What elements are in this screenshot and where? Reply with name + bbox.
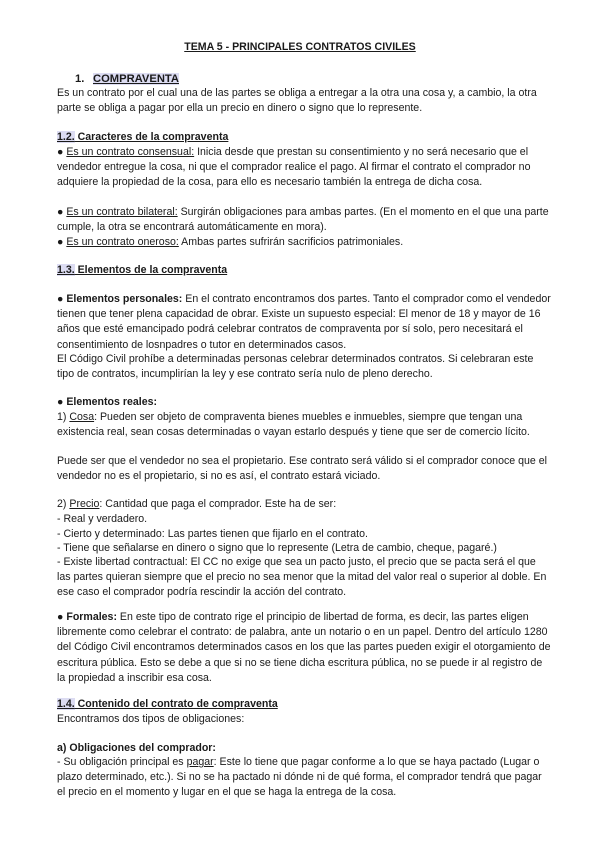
obligacion-text: : Este lo tiene que pagar conforme a lo que se haya pactado (Lugar o plazo determinado, etc.). Si no se ha pactado ni dónde ni de qué forma, el comprador tendrá que pagar el precio en el momento y lugar en el que se haga la entrega de la cosa. xyxy=(57,756,542,799)
precio-text: : Cantidad que paga el comprador. Este ha de ser: xyxy=(99,498,337,510)
section-1-heading xyxy=(57,72,551,87)
obligacion-prefix: - Su obligación principal es xyxy=(57,756,187,768)
obligaciones-comprador-heading: a) Obligaciones del comprador: xyxy=(57,742,216,754)
precio-label: Precio xyxy=(69,498,100,510)
cosa-text-2: Puede ser que el vendedor no sea el propietario. Ese contrato será válido si el comprador conoce que el vendedor no es el propietario, si no es así, el contrato estará viciado. xyxy=(57,455,547,483)
section-1-4-heading xyxy=(57,697,551,712)
section-1-3-title: Elementos de la compraventa xyxy=(74,264,228,276)
elementos-formales xyxy=(57,610,551,686)
section-1-4-number: 1.4. xyxy=(57,698,75,710)
formales-text: En este tipo de contrato rige el principio de libertad de forma, es decir, las partes eligen libremente como celebrar el contrato: de palabra, ante un notario o en un papel. Dentro del artículo 1280 del Código Civil encontramos determinados casos en los que las partes pueden exigir el otorgamiento de escritura pública. Esto se debe a que si no se tiene dicha escritura pública, no se puede ir al registro de la propiedad a inscribir esa cosa. xyxy=(57,611,551,684)
precio-item: - Tiene que señalarse en dinero o signo que lo represente (Letra de cambio, cheque, pagaré.) xyxy=(57,542,497,554)
elemento-precio xyxy=(57,497,551,512)
document-title: TEMA 5 - PRINCIPALES CONTRATOS CIVILES xyxy=(184,41,416,53)
section-1-2-number: 1.2. xyxy=(57,131,75,143)
section-1-3-number: 1.3. xyxy=(57,264,75,276)
characteristic-text: Ambas partes sufrirán sacrificios patrimoniales. xyxy=(178,236,404,248)
formales-label: ● Formales: xyxy=(57,611,117,623)
section-1-2-title: Caracteres de la compraventa xyxy=(74,131,229,143)
cosa-prefix: 1) xyxy=(57,411,70,423)
characteristic-consensual xyxy=(57,145,551,191)
characteristic-label: Es un contrato oneroso: xyxy=(66,236,179,248)
precio-item: - Existe libertad contractual: El CC no exige que sea un pacto justo, el precio que se pacta será el que las partes quieran siempre que el precio no sea menor que la mitad del valor real o superior al doble. En ese caso el comprador podría rescindir la acción del contrato. xyxy=(57,556,547,599)
characteristic-label: Es un contrato bilateral: xyxy=(66,206,178,218)
characteristic-oneroso xyxy=(57,235,551,250)
section-1-4-intro: Encontramos dos tipos de obligaciones: xyxy=(57,713,245,725)
elementos-reales-label: ● Elementos reales: xyxy=(57,396,158,408)
characteristic-bilateral xyxy=(57,205,551,235)
characteristic-label: Es un contrato consensual: xyxy=(66,146,195,158)
section-1-number: 1. xyxy=(75,73,85,85)
precio-item: - Cierto y determinado: Las partes tienen que fijarlo en el contrato. xyxy=(57,528,368,540)
section-1-2-heading xyxy=(57,130,551,145)
elementos-personales-text-2: El Código Civil prohíbe a determinadas personas celebrar determinados contratos. Si celebraran este tipo de contratos, incumplirían la ley y ese contrato sería nulo de pleno derecho. xyxy=(57,353,534,381)
bullet-icon: ● xyxy=(57,146,67,158)
elementos-personales xyxy=(57,292,551,353)
cosa-label: Cosa xyxy=(69,411,95,423)
elemento-cosa xyxy=(57,410,551,440)
obligacion-label: pagar xyxy=(186,756,214,768)
bullet-icon: ● xyxy=(57,236,67,248)
precio-item: - Real y verdadero. xyxy=(57,513,148,525)
section-1-4-title: Contenido del contrato de compraventa xyxy=(74,698,278,710)
obligacion-pagar xyxy=(57,755,551,801)
precio-prefix: 2) xyxy=(57,498,70,510)
characteristic-text: Surgirán obligaciones para ambas partes. (En el momento en el que una parte cumple, la otra se encontrará automáticamente en mora). xyxy=(57,206,549,234)
bullet-icon: ● xyxy=(57,206,67,218)
cosa-text: : Pueden ser objeto de compraventa bienes muebles e inmuebles, siempre que tengan una existencia real, sean cosas determinadas o vayan estarlo después y tiene que ser de comercio lícito. xyxy=(57,411,530,439)
section-1-intro: Es un contrato por el cual una de las partes se obliga a entregar a la otra una cosa y, a cambio, la otra parte se obliga a pagar por ella un precio en dinero o signo que lo represente. xyxy=(57,87,537,115)
characteristic-text: Inicia desde que prestan su consentimiento y no será necesario que el vendedor entregue la cosa, ni que el comprador realice el pago. Al firmar el contrato el comprador no adquiere la propiedad de la cosa, para ello es necesario también la entrega de dicha cosa. xyxy=(57,146,531,189)
elementos-personales-label: ● Elementos personales: xyxy=(57,293,183,305)
elementos-personales-text: En el contrato encontramos dos partes. Tanto el comprador como el vendedor tienen que tener plena capacidad de obrar. Existe un supuesto especial: El menor de 18 y mayor de 16 años que esté emancipado podrá celebrar contratos de compraventa por sí solo, pero necesitará el consentimiento de losnpadres o tutor en determinados casos. xyxy=(57,293,551,351)
section-1-title: COMPRAVENTA xyxy=(93,73,179,85)
section-1-3-heading xyxy=(57,263,551,278)
